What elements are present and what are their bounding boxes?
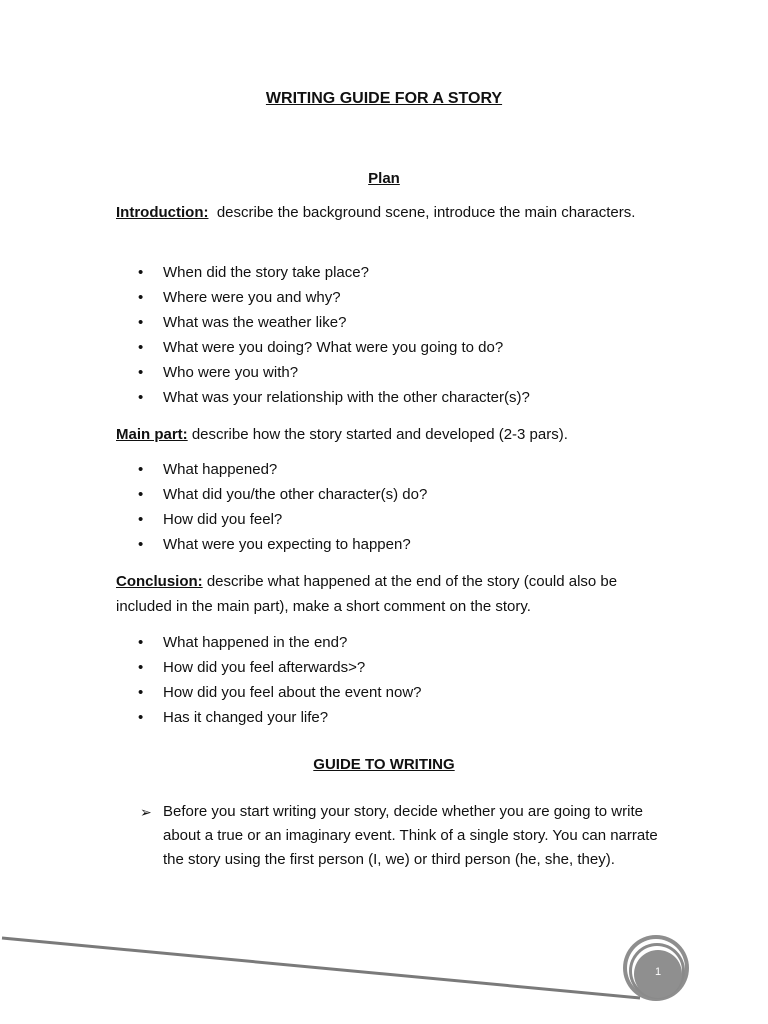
list-item: • How did you feel afterwards>?: [116, 655, 656, 680]
introduction-text: describe the background scene, introduce the main characters.: [216, 204, 636, 221]
bullet-icon: •: [138, 634, 144, 651]
list-item: • What happened?: [116, 457, 656, 482]
list-item: • What were you expecting to happen?: [116, 532, 656, 557]
list-item: • Has it changed your life?: [116, 705, 656, 730]
main-part-text: describe how the story started and developed (2-3 pars).: [191, 426, 568, 443]
bullet-icon: •: [138, 684, 144, 701]
bullet-icon: •: [138, 264, 144, 281]
list-item: • How did you feel about the event now?: [116, 680, 656, 705]
list-item: • What did you/the other character(s) do?: [116, 482, 656, 507]
conclusion-label: Conclusion:: [116, 573, 203, 590]
bullet-icon: •: [138, 659, 144, 676]
plan-heading: Plan: [368, 170, 400, 187]
page-number: 1: [654, 966, 662, 978]
bullet-icon: •: [138, 364, 144, 381]
document-title: WRITING GUIDE FOR A STORY: [265, 90, 503, 107]
list-item: • What was the weather like?: [116, 310, 656, 335]
bullet-icon: •: [138, 536, 144, 553]
list-item: • What happened in the end?: [116, 630, 656, 655]
list-item: • Where were you and why?: [116, 285, 656, 310]
introduction-label: Introduction:: [116, 204, 209, 221]
guide-heading: GUIDE TO WRITING: [313, 756, 455, 773]
guide-item-text: Before you start writing your story, decide whether you are going to write about a true or an imaginary event. Think of a single story. You can narrate the story using the first person (I, we) or third person (he, she, they).: [163, 803, 658, 868]
bullet-icon: •: [138, 339, 144, 356]
list-item: • Who were you with?: [116, 360, 656, 385]
list-item: • What were you doing? What were you going to do?: [116, 335, 656, 360]
list-item: • When did the story take place?: [116, 260, 656, 285]
footer-line: [2, 938, 640, 998]
main-part-label: Main part:: [116, 426, 188, 443]
bullet-icon: •: [138, 709, 144, 726]
bullet-icon: •: [138, 314, 144, 331]
conclusion-text: describe what happened at the end of the story (could also be included in the main part), make a short comment on the story.: [116, 573, 618, 615]
bullet-icon: •: [138, 486, 144, 503]
list-item: • What was your relationship with the other character(s)?: [116, 385, 656, 410]
bullet-icon: •: [138, 389, 144, 406]
list-item: • How did you feel?: [116, 507, 656, 532]
arrow-bullet-icon: ➢: [140, 804, 152, 820]
bullet-icon: •: [138, 511, 144, 528]
bullet-icon: •: [138, 289, 144, 306]
bullet-icon: •: [138, 461, 144, 478]
